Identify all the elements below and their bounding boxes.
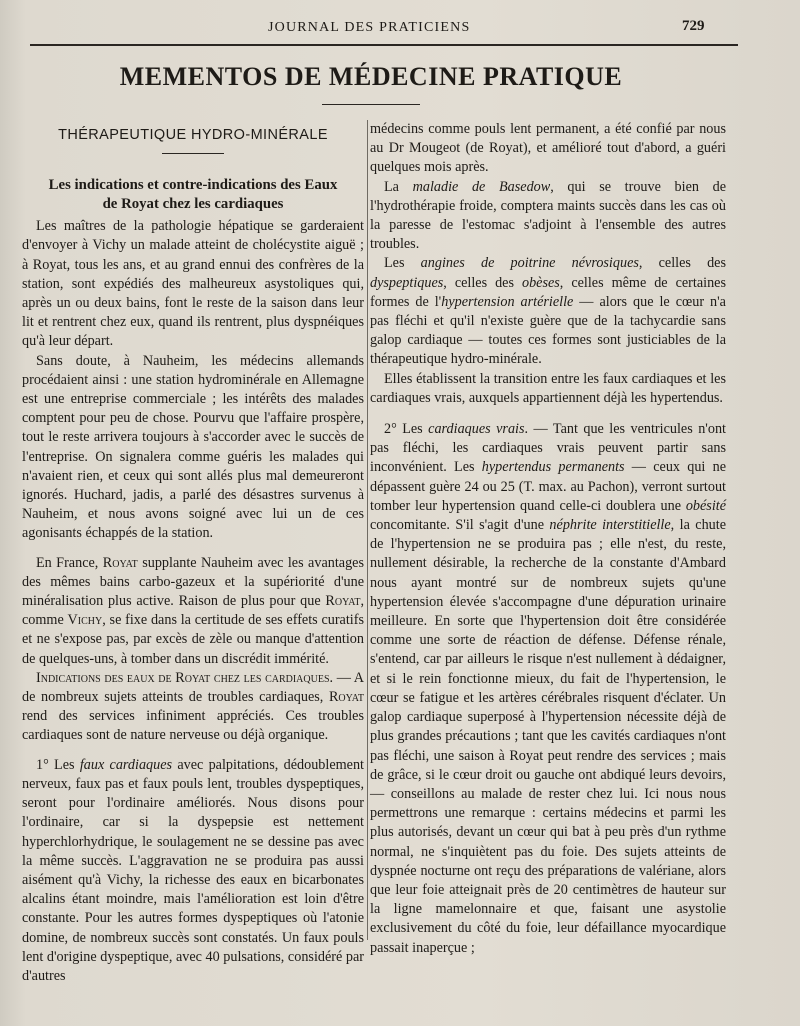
- text-run: — A de nombreux sujets atteints de troubles cardiaques,: [22, 669, 364, 706]
- paragraph-gap: [370, 408, 726, 420]
- text-run-italic: obésité: [685, 497, 726, 514]
- section-rule: [162, 153, 224, 154]
- text-run: Les: [384, 255, 421, 272]
- paragraph-gap: [22, 544, 364, 554]
- paragraph-gap: [22, 746, 364, 756]
- text-run: En France,: [36, 554, 103, 571]
- paragraph: [370, 254, 726, 369]
- page-title: MEMENTOS DE MÉDECINE PRATIQUE: [119, 62, 623, 91]
- paragraph: [370, 420, 726, 958]
- paragraph: Sans doute, à Nauheim, les médecins allemands procédaient ainsi : une station hydrominérale en Allemagne est une entreprise commerciale ; les intérêts des malades comptent pour peu de chose. Pourvu que l'affaire prospère, tout le reste arrivera toujours à s'accorder avec le succès de l'entreprise. On signalera comme guéris les malades qui n'avaient rien, et ceux qui sont allés plus mal demeureront ignorés. Huchard, jadis, a parlé des désastres survenus à Nauheim, et nous avons soigné avec lui un de ces agonisants échappés de la station.: [22, 352, 364, 542]
- text-run: supplante Nauheim avec les avantages des mêmes bains carbo-gazeux et la supériorité d'une minéralisation plus active. Raison de plus pour que: [22, 554, 364, 610]
- text-run-italic: faux cardiaques: [79, 756, 173, 773]
- text-run: , celles même de certaines formes de l': [370, 274, 726, 310]
- text-run: , la chute de l'hypertension ne se produira pas ; elle n'est, du reste, nullement désirable, la recherche de la constante d'Ambard nous ayant montré sur de nombreux sujets qu'une hypertension élevée s'accompagne d'une dépuration urinaire meilleure. En sorte que l'hypertension doit être considérée comme une sorte de réaction de défense. Défense rénale, s'entend, car par ailleurs le risque n'est nullement à dédaigner, et si le rein fonctionne mieux, du fait de l'hypertension, le cœur se fatigue et les artères cérébrales risquent d'éclater. Un galop cardiaque superposé à l'hypertension nécessite déjà de plus grandes précautions ; tant que les cavités cardiaques n'ont pas fléchi, une saison à Royat peut rendre des services ; mais de grâce, si le cœur droit ou gauche ont abdiqué leurs devoirs, — conseillons au malade de rester chez lui. Ici nous nous permettrons une remarque : certains médecins et parmi les plus autorisés, devant un cœur qui bat à peu près d'un rythme normal, ne s'inquiètent pas du foie. Des sujets atteints de dyspnée nocturne ont reçu des préparations de valériane, alors que leur foie atteignait près de 20 centimètres de hauteur sur la ligne mamelonnaire et que, faisant une asystolie exclusivement du côté du foie, leur défaillance myocardique passait inaperçue ;: [370, 517, 726, 956]
- text-run-italic: obèses: [521, 274, 560, 291]
- text-run: . — Tant que les ventricules n'ont pas fléchi, les cardiaques vrais peuvent partir sans inconvénient. Les: [370, 421, 726, 476]
- right-column: [370, 120, 726, 958]
- text-run: — alors que le cœur n'a pas fléchi et qu'il n'existe guère que de la tachycardie sans galop cardiaque — toutes ces formes sont justiciables de la thérapeutique hydro-minérale.: [370, 293, 726, 368]
- text-run-italic: maladie de Basedow: [412, 178, 551, 195]
- section-heading: THÉRAPEUTIQUE HYDRO-MINÉRALE: [58, 127, 328, 143]
- paragraph: Elles établissent la transition entre les faux cardiaques et les cardiaques vrais, auxquels appartiennent déjà les hypertendus.: [370, 370, 726, 406]
- paragraph: [22, 669, 364, 746]
- column-divider: [367, 120, 368, 940]
- text-run-italic: dyspeptiques: [370, 274, 444, 291]
- journal-name: JOURNAL DES PRATICIENS: [268, 20, 471, 35]
- text-run: , qui se trouve bien de l'hydrothérapie froide, comptera maints succès dans les cas où la paresse de l'estomac s'adjoint à l'ensemble des autres troubles.: [370, 178, 727, 253]
- text-run: , se fixe dans la certitude de ses effets curatifs et ne s'expose pas, par excès de zèle ou manque d'attention de quelques-uns, à tomber dans un discrédit immérité.: [22, 612, 364, 667]
- text-run-italic: angines de poitrine névrosiques: [420, 255, 639, 272]
- title-rule: [322, 104, 420, 105]
- subsection-heading: Indications des eaux de Royat chez les cardiaques.: [36, 669, 334, 686]
- text-run: 1° Les: [36, 756, 80, 773]
- paragraph: médecins comme pouls lent permanent, a été confié par nous au Dr Mougeot (de Royat), et amélioré tout d'abord, a guéri quelques mois après.: [370, 121, 726, 176]
- text-run-italic: hypertendus permanents: [481, 459, 625, 476]
- text-run: , celles des: [638, 255, 726, 272]
- article-title: [22, 176, 364, 214]
- text-run: rend des services infiniment appréciés. Ces troubles cardiaques sont de nature nerveuse ou déjà organique.: [22, 708, 364, 744]
- text-run-smallcaps: Royat: [328, 689, 364, 706]
- text-run: concomitante. S'il s'agit d'une: [370, 517, 550, 534]
- text-run-italic: néphrite interstitielle: [549, 517, 671, 534]
- text-run: , comme: [22, 593, 364, 629]
- paragraph: Les maîtres de la pathologie hépatique se garderaient d'envoyer à Vichy un malade atteint de cholécystite aiguë ; à Royat, tous les ans, et au grand ennui des confrères de la station, sont expédiés des malheureux asystoliques qui, après un ou deux bains, font le reste de la saison dans leur lit et rentrent chez eux, quand ils rentrent, plus dyspnéiques qu'à leur départ.: [22, 218, 364, 350]
- page-number: 729: [682, 18, 705, 34]
- text-run: La: [384, 178, 413, 195]
- left-column: [22, 120, 364, 986]
- paragraph: [22, 756, 364, 986]
- text-run: 2° Les: [384, 421, 429, 438]
- text-run-smallcaps: Royat: [102, 554, 138, 571]
- text-run: avec palpitations, dédoublement nerveux, faux pas et faux pouls lent, troubles dyspeptiques, seront pour l'ordinaire améliorés. Nous disons pour l'ordinaire, car si la dyspepsie est nettement hyperchlorhydrique, le soulagement ne se dessine pas avec la même succès. L'aggravation ne se produira pas aussi aisément qu'à Vichy, la richesse des eaux en bicarbonates alcalins étant moindre, mais l'amélioration est loin d'être constante. Pour les autres formes dyspeptiques où l'atonie domine, de nombreux succès sont constatés. Un faux pouls lent d'origine dyspeptique, avec 40 pulsations, considéré par d'autres: [22, 756, 364, 984]
- text-run-italic: cardiaques vrais: [428, 421, 525, 438]
- header-rule: [30, 44, 738, 46]
- running-header: [0, 18, 800, 42]
- text-run-smallcaps: Vichy: [67, 612, 103, 629]
- article-title-line-2: de Royat chez les cardiaques: [102, 196, 284, 213]
- text-run-italic: hypertension artérielle: [441, 293, 574, 310]
- article-title-line-1: Les indications et contre-indications des Eaux: [48, 177, 338, 194]
- text-run: , celles des: [443, 274, 522, 291]
- text-run-smallcaps: Royat: [325, 593, 361, 610]
- paragraph: [370, 178, 726, 255]
- text-run: — ceux qui ne dépassent guère 24 ou 25 (T. max. au Pachon), verront surtout tomber leur hypertension quand celle-ci doublera une: [370, 459, 726, 514]
- paragraph: [22, 554, 364, 669]
